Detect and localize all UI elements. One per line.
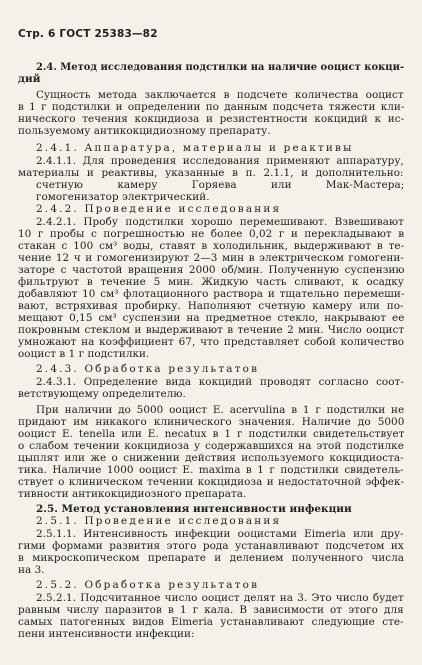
paragraph-line: мещают 0,15 см³ суспензии на предметное стекло, накрывают ее [18, 312, 405, 324]
subsection-heading: 2.5.2. Обработка результатов [36, 579, 260, 591]
page-header: Стр. 6 ГОСТ 25383—82 [18, 28, 158, 40]
paragraph-line: покровным стеклом и выдерживают в течение 2 мин. Число ооцист [18, 324, 405, 336]
section-heading: 2.4. Метод исследования подстилки на наличие ооцист кокци- [36, 61, 405, 73]
paragraph-line: 2.4.2.1. Пробу подстилки хорошо перемешивают. Взвешивают [36, 216, 404, 228]
section-heading: 2.5. Метод установления интенсивности инфекции [36, 503, 352, 515]
paragraph-line: фильтруют в течение 5 мин. Жидкую часть сливают, к осадку [18, 276, 404, 288]
paragraph-line: чение 12 ч и гомогенизируют 2—3 мин в электрическом гомогени- [18, 252, 404, 264]
paragraph-line: 2.5.2.1. Подсчитанное число ооцист делят на 3. Это число будет [36, 592, 404, 604]
paragraph-line: ооцист в 1 г подстилки. [18, 348, 150, 360]
paragraph-line: гими формами развития этого рода устанавливают подсчетом их [18, 540, 404, 552]
paragraph-line: на 3. [18, 564, 45, 576]
subsection-heading: 2.4.2. Проведение исследования [36, 203, 282, 215]
paragraph-line: самых патогенных видов Eimeria устанавливают следующие сте- [18, 616, 404, 628]
paragraph-line: тивности антикокцидиозного препарата. [18, 488, 247, 500]
paragraph-line: равным числу паразитов в 1 г кала. В зависимости от этого для [18, 604, 404, 616]
subsection-heading: 2.4.1. Аппаратура, материалы и реактивы [36, 142, 354, 154]
paragraph-line: заторе с частотой вращения 2000 об/мин. Полученную суспензию [18, 264, 405, 276]
paragraph-line: ооцист Е. tenella или Е. necatux в 1 г подстилки свидетельствует [18, 428, 405, 440]
paragraph-line: 2.5.1.1. Интенсивность инфекции ооцистами Eimeria или дру- [36, 528, 404, 540]
paragraph-line: цыплят или же о снижении действия используемого кокцидиоста- [18, 452, 404, 464]
paragraph-line: 10 г пробы с погрешностью не более 0,02 г и перекладывают в [18, 228, 405, 240]
paragraph-line: материалы и реактивы, указанные в п. 2.1.1, и дополнительно: [18, 167, 404, 179]
list-line: гомогенизатор электрический. [36, 191, 210, 203]
paragraph-line: Сущность метода заключается в подсчете количества ооцист [36, 89, 404, 101]
paragraph-line: пользуемому антикокцидиозному препарату. [18, 125, 271, 137]
paragraph-line: о слабом течении кокцидиоза у содержавшихся на этой подстилке [18, 440, 404, 452]
paragraph-line: 2.4.3.1. Определение вида кокцидий проводят согласно соот- [36, 376, 404, 388]
subsection-heading: 2.5.1. Проведение исследования [36, 515, 282, 527]
subsection-heading: 2.4.3. Обработка результатов [36, 363, 260, 375]
paragraph-line: При наличии до 5000 ооцист Е. acervulina в 1 г подстилки не [36, 404, 405, 416]
paragraph-line: в микроскопическом препарате и делением полученного числа [18, 552, 405, 564]
paragraph-line: умножают на коэффициент 67, что представляет собой количество [18, 336, 405, 348]
list-line: счетную камеру Горяева или Мак-Мастера; [36, 179, 405, 191]
paragraph-line: 2.4.1.1. Для проведения исследования применяют аппаратуру, [36, 155, 404, 167]
paragraph-line: добавляют 10 см³ флотационного раствора и тщательно перемеши- [18, 288, 405, 300]
paragraph-line: тика. Наличие 1000 ооцист Е. maxima в 1 г подстилки свидетель- [18, 464, 404, 476]
paragraph-line: стакан с 100 см³ воды, ставят в холодильник, выдерживают в те- [18, 240, 405, 252]
paragraph-line: нического течения кокцидиоза и резистентности кокцидий к ис- [18, 113, 405, 125]
paragraph-line: вают, встряхивая пробирку. Наполняют счетную камеру или по- [18, 300, 404, 312]
paragraph-line: пени интенсивности инфекции: [18, 628, 195, 640]
paragraph-line: ствует о клиническом течении кокцидиоза и недостаточной эффек- [18, 476, 405, 488]
paragraph-line: ветствующему определителю. [18, 388, 186, 400]
paragraph-line: придают им никакого клинического значения. Наличие до 5000 [18, 416, 405, 428]
paragraph-line: в 1 г подстилки и определении по данным подсчета тяжести кли- [18, 101, 405, 113]
section-heading: дий [18, 73, 41, 85]
